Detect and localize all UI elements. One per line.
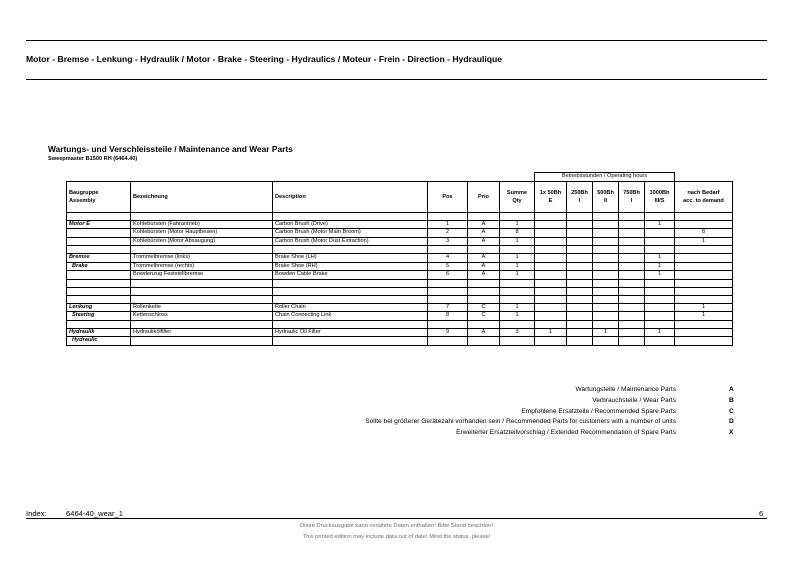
description-cell: Carbon Brush (Motor Main Broom) <box>273 229 428 238</box>
table-row <box>67 337 733 346</box>
description-cell <box>273 337 428 346</box>
prio-cell: A <box>468 271 500 280</box>
spacer-row <box>67 295 733 303</box>
pos-cell: 4 <box>428 254 468 263</box>
col-50h: 1x 50Bh E <box>535 181 567 212</box>
description-cell: Brake Shoe (RH) <box>273 262 428 271</box>
assembly-cell <box>67 271 131 280</box>
demand-cell: 8 <box>675 229 733 238</box>
designation-cell: Trommelbremse (rechts) <box>131 262 273 271</box>
description-cell: Hydraulic Oil Filter <box>273 328 428 337</box>
pos-cell: 5 <box>428 262 468 271</box>
header-bottom-rule <box>26 79 767 80</box>
h750-cell <box>619 254 645 263</box>
h1000-cell: 1 <box>645 220 675 229</box>
col-demand: nach Bedarf acc. to demand <box>675 181 733 212</box>
legend-text: Wartungsteile / Maintenance Parts <box>575 386 676 393</box>
col-description: Description <box>273 181 428 212</box>
h50-cell <box>535 254 567 263</box>
h250-cell <box>567 328 593 337</box>
h750-cell <box>619 303 645 312</box>
qty-cell: 8 <box>500 229 535 238</box>
footer-rule <box>26 518 767 519</box>
h1000-cell: 1 <box>645 254 675 263</box>
legend-code: C <box>729 407 734 415</box>
demand-cell: 1 <box>675 312 733 321</box>
legend-code: A <box>729 386 734 393</box>
h750-cell <box>619 262 645 271</box>
description-cell: Carbon Brush (Drive) <box>273 220 428 229</box>
designation-cell: Kohlebürsten (Fahrantrieb) <box>131 220 273 229</box>
prio-cell: A <box>468 220 500 229</box>
h1000-cell <box>645 312 675 321</box>
demand-cell <box>675 271 733 280</box>
h250-cell <box>567 262 593 271</box>
legend-code: D <box>729 418 734 426</box>
h1000-cell <box>645 303 675 312</box>
h500-cell <box>593 262 619 271</box>
designation-cell: Bowdenzug Feststellbremse <box>131 271 273 280</box>
h1000-cell <box>645 229 675 238</box>
assembly-cell: Motor E <box>67 220 131 229</box>
h50-cell <box>535 337 567 346</box>
h50-cell <box>535 237 567 246</box>
h50-cell <box>535 312 567 321</box>
pos-cell: 1 <box>428 220 468 229</box>
prio-cell: C <box>468 303 500 312</box>
spacer-row <box>67 246 733 254</box>
table-row <box>67 254 733 263</box>
legend-text: Verbrauchsteile / Wear Parts <box>592 396 676 404</box>
prio-cell: A <box>468 237 500 246</box>
h250-cell <box>567 303 593 312</box>
h250-cell <box>567 237 593 246</box>
wear-parts-table <box>66 172 733 346</box>
assembly-cell: Lenkung <box>67 303 131 312</box>
section-title: Wartungs- und Verschleissteile / Maintenance and Wear Parts <box>48 144 293 154</box>
index-value: 6464-40_wear_1 <box>66 509 123 518</box>
qty-cell: 1 <box>500 220 535 229</box>
assembly-cell <box>67 237 131 246</box>
prio-cell: A <box>468 262 500 271</box>
table-row <box>67 262 733 271</box>
pos-cell <box>428 337 468 346</box>
demand-cell: 1 <box>675 237 733 246</box>
h500-cell <box>593 303 619 312</box>
spacer-row <box>67 212 733 220</box>
prio-cell: A <box>468 254 500 263</box>
qty-cell: 3 <box>500 328 535 337</box>
pos-cell: 8 <box>428 312 468 321</box>
table-row <box>67 328 733 337</box>
qty-cell: 1 <box>500 312 535 321</box>
priority-legend <box>0 385 793 439</box>
h500-cell <box>593 237 619 246</box>
description-cell: Brake Shoe (LH) <box>273 254 428 263</box>
operating-hours-header-row <box>67 173 733 182</box>
section-subtitle: Sweepmaster B1500 RH (6464.40) <box>48 156 138 162</box>
h250-cell <box>567 337 593 346</box>
h500-cell <box>593 254 619 263</box>
demand-cell <box>675 220 733 229</box>
h750-cell <box>619 271 645 280</box>
col-pos: Pos <box>428 181 468 212</box>
h250-cell <box>567 229 593 238</box>
qty-cell: 1 <box>500 262 535 271</box>
pos-cell: 2 <box>428 229 468 238</box>
col-1000h: 1000Bh III/S <box>645 181 675 212</box>
col-assembly: Baugruppe Assembly <box>67 181 131 212</box>
h250-cell <box>567 254 593 263</box>
page-header-title: Motor - Bremse - Lenkung - Hydraulik / Motor - Brake - Steering - Hydraulics / Moteur - Frein - Direction - Hydraulique <box>26 54 503 64</box>
disclaimer-de: Diese Druckausgabe kann veraltete Daten enthalten! Bitte Stand beachten! <box>299 523 494 529</box>
assembly-cell: Steering <box>67 312 131 321</box>
h50-cell <box>535 262 567 271</box>
designation-cell: Kohlebürsten (Motor Hauptbesen) <box>131 229 273 238</box>
qty-cell: 1 <box>500 271 535 280</box>
h1000-cell: 1 <box>645 262 675 271</box>
h50-cell <box>535 229 567 238</box>
h750-cell <box>619 337 645 346</box>
h500-cell <box>593 337 619 346</box>
col-qty: Summe Qty <box>500 181 535 212</box>
h500-cell <box>593 271 619 280</box>
h1000-cell <box>645 237 675 246</box>
assembly-cell: Brake <box>67 262 131 271</box>
qty-cell <box>500 337 535 346</box>
h500-cell: 1 <box>593 328 619 337</box>
h50-cell: 1 <box>535 328 567 337</box>
designation-cell <box>131 337 273 346</box>
demand-cell <box>675 328 733 337</box>
spacer-row <box>67 320 733 328</box>
table-row <box>67 271 733 280</box>
designation-cell: Rollenkette <box>131 303 273 312</box>
qty-cell: 1 <box>500 303 535 312</box>
col-250h: 250Bh I <box>567 181 593 212</box>
h1000-cell: 1 <box>645 328 675 337</box>
h250-cell <box>567 271 593 280</box>
description-cell: Carbon Brush (Motor Dust Extraction) <box>273 237 428 246</box>
designation-cell: Trommelbremse (links) <box>131 254 273 263</box>
pos-cell: 6 <box>428 271 468 280</box>
h250-cell <box>567 220 593 229</box>
h750-cell <box>619 237 645 246</box>
table-row <box>67 312 733 321</box>
prio-cell: A <box>468 229 500 238</box>
index-label: Index: <box>26 509 47 518</box>
h750-cell <box>619 229 645 238</box>
page-number: 6 <box>759 509 764 518</box>
demand-cell <box>675 337 733 346</box>
legend-row <box>0 396 793 407</box>
legend-row <box>0 407 793 418</box>
table-row <box>67 229 733 238</box>
h750-cell <box>619 312 645 321</box>
demand-cell <box>675 262 733 271</box>
h50-cell <box>535 220 567 229</box>
description-cell: Roller Chain <box>273 303 428 312</box>
h500-cell <box>593 229 619 238</box>
spacer-row <box>67 279 733 287</box>
legend-text: Erweiterter Ersatzteilvorschlag / Extended Recommendation of Spare Parts <box>456 429 676 437</box>
wear-parts-body <box>67 212 733 345</box>
legend-row <box>0 385 793 396</box>
h1000-cell <box>645 337 675 346</box>
qty-cell: 1 <box>500 237 535 246</box>
legend-text: Sollte bei größerer Gerätezahl vorhanden sein / Recommended Parts for customers with a number of units <box>365 418 676 426</box>
demand-cell: 1 <box>675 303 733 312</box>
disclaimer-en: This printed edition may include data out of date! Mind the status, please! <box>302 534 491 540</box>
prio-cell <box>468 337 500 346</box>
table-row <box>67 237 733 246</box>
assembly-cell: Bremse <box>67 254 131 263</box>
h1000-cell: 1 <box>645 271 675 280</box>
h250-cell <box>567 312 593 321</box>
description-cell: Chain Connecting Link <box>273 312 428 321</box>
legend-code: X <box>729 429 734 437</box>
operating-hours-header: Betriebsstunden / Operating hours <box>535 173 675 182</box>
qty-cell: 1 <box>500 254 535 263</box>
legend-row <box>0 417 793 428</box>
assembly-cell: Hydraulic <box>67 337 131 346</box>
h500-cell <box>593 220 619 229</box>
prio-cell: C <box>468 312 500 321</box>
assembly-cell: Hydraulik <box>67 328 131 337</box>
col-prio: Prio <box>468 181 500 212</box>
spacer-row <box>67 287 733 295</box>
designation-cell: Hydraulikölfilter <box>131 328 273 337</box>
col-500h: 500Bh II <box>593 181 619 212</box>
h750-cell <box>619 220 645 229</box>
pos-cell: 3 <box>428 237 468 246</box>
col-750h: 750Bh I <box>619 181 645 212</box>
legend-code: B <box>729 396 734 404</box>
header-top-rule <box>26 40 767 41</box>
legend-text: Empfohlene Ersatzteile / Recommended Spare Parts <box>521 407 676 415</box>
h750-cell <box>619 328 645 337</box>
designation-cell: Kettenschloss <box>131 312 273 321</box>
demand-cell <box>675 254 733 263</box>
pos-cell: 7 <box>428 303 468 312</box>
prio-cell: A <box>468 328 500 337</box>
h500-cell <box>593 312 619 321</box>
h50-cell <box>535 303 567 312</box>
assembly-cell <box>67 229 131 238</box>
designation-cell: Kohlebürsten (Motor Absaugung) <box>131 237 273 246</box>
description-cell: Bowden Cable Brake <box>273 271 428 280</box>
table-row <box>67 220 733 229</box>
table-row <box>67 303 733 312</box>
legend-row <box>0 428 793 439</box>
h50-cell <box>535 271 567 280</box>
col-designation: Bezeichnung <box>131 181 273 212</box>
pos-cell: 9 <box>428 328 468 337</box>
column-header-row <box>67 181 733 212</box>
